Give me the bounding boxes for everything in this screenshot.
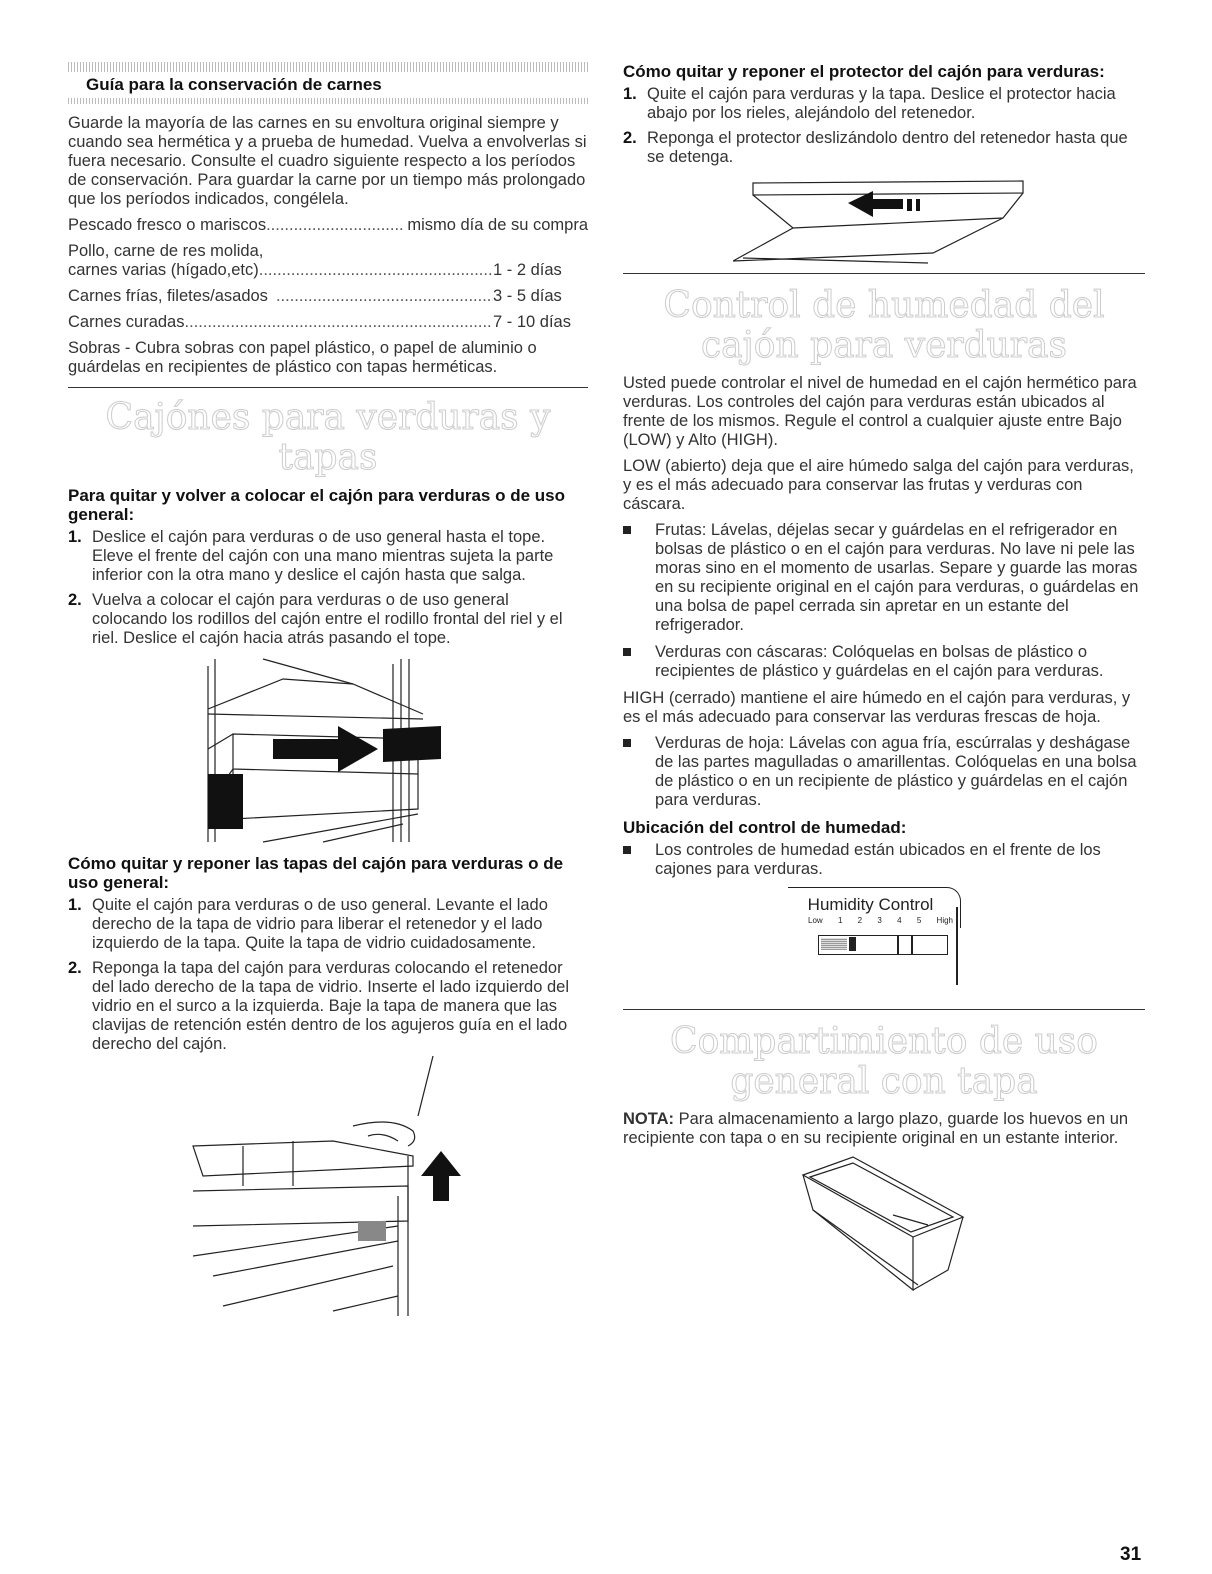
left-column <box>68 62 588 1316</box>
covers-steps <box>68 896 588 1054</box>
bullet-text: Frutas: Lávelas, déjelas secar y guárdelas en el refrigerador en bolsas de plástico o en el cajón para verduras. No lave ni pele las moras sino en el momento de usarlas. Separe y guarde las moras en su recipiente original en el cajón para verduras, o guárdelas en una bolsa de papel cerrada sin apretar en un estante del refrigerador. <box>655 521 1139 634</box>
section-divider <box>623 1009 1145 1010</box>
compartment-note <box>623 1110 1145 1148</box>
storage-row <box>68 261 588 280</box>
storage-item-pre: Pollo, carne de res molida, <box>68 242 264 260</box>
section-divider <box>623 273 1145 274</box>
meat-guide-title: Guía para la conservación de carnes <box>86 75 382 94</box>
high-setting-text: HIGH (cerrado) mantiene el aire húmedo en el cajón para verduras, y es el más adecuado para conservar las verduras frescas de hoja. <box>623 689 1131 726</box>
crisper-title: Cajónes para verduras y tapas <box>105 397 551 478</box>
humidity-control-illustration <box>788 887 968 987</box>
scale-label: 5 <box>916 916 922 925</box>
location-bullets <box>623 841 1145 879</box>
slider-thumb[interactable] <box>849 937 856 951</box>
step-number: 1. <box>68 896 82 914</box>
low-bullets <box>623 521 1145 681</box>
step-text: Reponga la tapa del cajón para verduras colocando el retenedor del lado derecho de la tapa de vidrio. Inserte el lado izquierdo del vidrio en el surco a la izquierda. Baje la tapa de manera que las clavijas de retención estén dentro de los agujeros guía en el lado derecho del cajón. <box>92 959 569 1053</box>
storage-item: carnes varias (hígado,etc) <box>68 261 259 279</box>
section-rule <box>68 98 588 104</box>
low-setting-text: LOW (abierto) deja que el aire húmedo salga del cajón para verduras, y es el más adecuado para conservar las frutas y verduras con cáscara. <box>623 457 1134 513</box>
storage-time: 3 - 5 días <box>493 287 562 305</box>
scale-label: 4 <box>897 916 902 925</box>
section-divider <box>68 387 588 388</box>
high-bullets <box>623 734 1145 810</box>
list-item <box>68 528 588 585</box>
crisper-cover-illustration <box>183 1056 503 1316</box>
bullet-icon <box>623 846 631 854</box>
bullet-text: Verduras de hoja: Lávelas con agua fría, escúrralas y deshágase de las partes magulladas o amarillentas. Colóquelas en una bolsa de plástico o en un recipiente de plástico y guárdelas en el cajón para verduras. <box>655 734 1137 809</box>
protector-illustration <box>733 173 1033 265</box>
note-label: NOTA: <box>623 1110 675 1128</box>
meat-guide-intro: Guarde la mayoría de las carnes en su envoltura original siempre y cuando sea hermética y a prueba de humedad. Vuelva a envolverlas si fuera necesario. Consulte el cuadro siguiente respecto a los períodos de conservación. Para guardar la carne por un tiempo más prolongado que los períodos indicados, congélela. <box>68 114 587 208</box>
section-rule <box>68 62 588 72</box>
step-number: 1. <box>68 528 82 546</box>
step-text: Vuelva a colocar el cajón para verduras o de uso general colocando los rodillos del cajón entre el rodillo frontal del riel y el riel. Deslice el cajón hacia atrás pasando el tope. <box>92 591 563 647</box>
egg-container-illustration <box>798 1155 968 1295</box>
bullet-text: Los controles de humedad están ubicados en el frente de los cajones para verduras. <box>655 841 1101 878</box>
list-item <box>623 734 1145 810</box>
scale-label: Low <box>808 916 823 925</box>
list-item <box>623 129 1145 167</box>
scale-label: High <box>936 916 953 925</box>
leader-dots <box>184 313 493 332</box>
step-number: 2. <box>623 129 637 147</box>
scale-label: 1 <box>837 916 843 925</box>
list-item <box>623 643 1145 681</box>
humidity-intro: Usted puede controlar el nivel de humedad en el cajón hermético para verduras. Los controles del cajón para verduras están ubicados al frente de los mismos. Regule el control a cualquier ajuste entre Bajo (LOW) y Alto (HIGH). <box>623 374 1137 449</box>
humidity-title: Control de humedad del cajón para verduras <box>663 285 1105 366</box>
leftovers-text: Sobras - Cubra sobras con papel plástico, o papel de aluminio o guárdelas en recipientes de plástico con tapas herméticas. <box>68 339 537 376</box>
storage-row <box>68 287 588 306</box>
leader-dots <box>268 287 493 306</box>
covers-heading: Cómo quitar y reponer las tapas del cajón para verduras o de uso general: <box>68 854 564 892</box>
compartment-title: Compartimiento de uso general con tapa <box>670 1021 1098 1102</box>
storage-time: mismo día de su compra <box>407 216 588 234</box>
right-column <box>623 62 1145 1295</box>
protector-steps <box>623 85 1145 167</box>
list-item <box>68 896 588 953</box>
list-item <box>68 959 588 1054</box>
humidity-control-label: Humidity Control <box>807 895 934 914</box>
storage-item: Carnes frías, filetes/asados <box>68 287 268 305</box>
remove-crisper-heading: Para quitar y volver a colocar el cajón para verduras o de uso general: <box>68 486 565 524</box>
list-item <box>68 591 588 648</box>
bullet-text: Verduras con cáscaras: Colóquelas en bolsas de plástico o recipientes de plástico y guárdelas en el cajón para verduras. <box>655 643 1104 680</box>
protector-heading: Cómo quitar y reponer el protector del cajón para verduras: <box>623 62 1105 81</box>
storage-item: Pescado fresco o mariscos <box>68 216 267 234</box>
leader-dots <box>266 216 403 235</box>
crisper-drawer-illustration <box>203 654 443 844</box>
remove-crisper-steps <box>68 528 588 648</box>
bullet-icon <box>623 526 631 534</box>
list-item <box>623 841 1145 879</box>
storage-row <box>68 313 588 332</box>
step-text: Reponga el protector deslizándolo dentro del retenedor hasta que se detenga. <box>647 129 1128 166</box>
scale-label: 3 <box>877 916 882 925</box>
step-number: 2. <box>68 591 82 609</box>
note-text: Para almacenamiento a largo plazo, guarde los huevos en un recipiente con tapa o en su recipiente original en un estante interior. <box>623 1110 1129 1147</box>
leader-dots <box>259 261 493 280</box>
bullet-icon <box>623 739 631 747</box>
bullet-icon <box>623 648 631 656</box>
storage-item: Carnes curadas <box>68 313 185 331</box>
step-number: 2. <box>68 959 82 977</box>
step-number: 1. <box>623 85 637 103</box>
humidity-scale <box>808 916 953 925</box>
humidity-slider[interactable] <box>818 935 948 955</box>
list-item <box>623 85 1145 123</box>
location-heading: Ubicación del control de humedad: <box>623 818 907 837</box>
step-text: Deslice el cajón para verduras o de uso general hasta el tope. Eleve el frente del cajón con una mano mientras sujeta la parte inferior con la otra mano y deslice el cajón hasta que salga. <box>92 528 554 584</box>
step-text: Quite el cajón para verduras y la tapa. Deslice el protector hacia abajo por los rieles, alejándolo del retenedor. <box>647 85 1116 122</box>
storage-time: 1 - 2 días <box>493 261 562 279</box>
scale-label: 2 <box>857 916 863 925</box>
storage-row <box>68 216 588 235</box>
list-item <box>623 521 1145 635</box>
storage-time: 7 - 10 días <box>493 313 571 331</box>
step-text: Quite el cajón para verduras o de uso general. Levante el lado derecho de la tapa de vidrio para liberar el retenedor y el lado izquierdo de la tapa. Quite la tapa de vidrio cuidadosamente. <box>92 896 548 952</box>
page-number: 31 <box>1120 1544 1142 1565</box>
